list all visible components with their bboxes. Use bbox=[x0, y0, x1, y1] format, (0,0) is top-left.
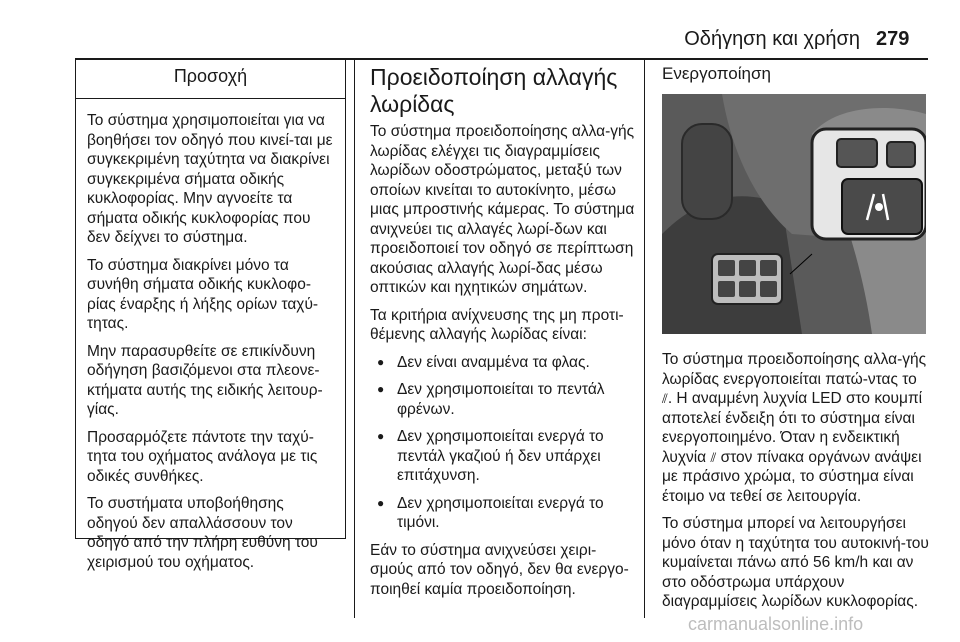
section-criteria-intro: Τα κριτήρια ανίχνευσης της μη προτι‐θέμενης αλλαγής λωρίδας είναι: bbox=[370, 306, 624, 343]
page-number: 279 bbox=[876, 28, 910, 50]
column-divider bbox=[644, 58, 645, 618]
section-outro: Εάν το σύστημα ανιχνεύσει χειρι‐σμούς από τον οδηγό, δεν θα ενεργο‐ποιηθεί καμία προειδοποίηση. bbox=[370, 541, 629, 598]
caution-paragraph: Το σύστημα διακρίνει μόνο τα συνήθη σήματα οδικής κυκλοφο‐ρίας έναρξης ή λήξης ορίων ταχύ‐τητας. bbox=[87, 256, 319, 332]
lane-warning-section bbox=[370, 64, 638, 607]
running-title: Οδήγηση και χρήση bbox=[684, 28, 860, 50]
caution-body bbox=[76, 99, 345, 572]
center-console-figure bbox=[662, 94, 926, 334]
criteria-item: ● Δεν χρησιμοποιείται ενεργά το τιμόνι. bbox=[370, 494, 638, 533]
criteria-item: ● Δεν χρησιμοποιείται ενεργά το πεντάλ γκαζιού ή δεν υπάρχει επιτάχυνση. bbox=[370, 427, 638, 486]
caution-paragraph: Το σύστημα χρησιμοποιείται για να βοηθήσει τον οδηγό που κινεί‐ται με συγκεκριμένη ταχύτητα να διακρίνει συγκεκριμένα σήματα οδικής κυκλοφορίας. Μην αγνοείτε τα σήματα οδικής κυκλοφορίας που δεν δείχνει το σύστημα. bbox=[87, 112, 333, 246]
caution-title: Προσοχή bbox=[76, 58, 345, 99]
caution-paragraph: Προσαρμόζετε πάντοτε την ταχύ‐τητα του οχήματος ανάλογα με τις οδικές συνθήκες. bbox=[87, 428, 318, 485]
column-divider bbox=[354, 58, 355, 618]
caution-box bbox=[75, 58, 346, 571]
watermark: carmanualsonline.info bbox=[688, 614, 864, 634]
lane-departure-warning-icon: ⫽ bbox=[710, 449, 717, 465]
criteria-list bbox=[370, 353, 638, 533]
activation-title: Ενεργοποίηση bbox=[662, 64, 771, 83]
section-intro: Το σύστημα προειδοποίησης αλλα‐γής λωρίδας ελέγχει τις διαγραμμίσεις λωρίδων οδοστρώματος, μεταξύ των οποίων κινείται το αυτοκίνητο, μέσω μιας μπροστινής κάμερας. Το σύστημα ανιχνεύει τις αλλαγές λωρί‐δων και προειδοποιεί τον οδηγό σε περίπτωση ακούσιας αλλαγής λωρί‐δας μέσω οπτικών και ηχητικών σημάτων. bbox=[370, 123, 635, 296]
criteria-item: ● Δεν χρησιμοποιείται το πεντάλ φρένων. bbox=[370, 380, 638, 419]
caution-paragraph: Το συστήματα υποβοήθησης οδηγού δεν απαλλάσσουν τον οδηγό από την πλήρη ευθύνη του χειρισμού του οχήματος. bbox=[87, 495, 318, 571]
criteria-item: ● Δεν είναι αναμμένα τα φλας. bbox=[370, 353, 638, 373]
activation-paragraph: Το σύστημα προειδοποίησης αλλα‐γής λωρίδας ενεργοποιείται πατώ‐ντας το ⫽. Η αναμμένη λυχνία LED στο κουμπί αποτελεί ένδειξη ότι το σύστημα είναι ενεργοποιημένο. Όταν η ενδεικτική λυχνία ⫽ στον πίνακα οργάνων ανάψει με πράσινο χρώμα, το σύστημα είναι έτοιμο να τεθεί σε λειτουργία. bbox=[662, 351, 927, 505]
section-title: Προειδοποίηση αλλαγής λωρίδας bbox=[370, 64, 618, 117]
lane-departure-warning-icon: ⫽ bbox=[662, 391, 668, 406]
caution-paragraph: Μην παρασυρθείτε σε επικίνδυνη οδήγηση βασιζόμενοι στα πλεονε‐κτήματα αυτής της ειδικής λειτουρ‐γίας. bbox=[87, 342, 323, 418]
activation-paragraph: Το σύστημα μπορεί να λειτουργήσει μόνο όταν η ταχύτητα του αυτοκινή‐του κυμαίνεται πάνω από 56 km/h και αν στο οδόστρωμα υπάρχουν διαγραμμίσεις λωρίδων κυκλοφορίας. bbox=[662, 515, 929, 610]
activation-section bbox=[662, 64, 930, 620]
